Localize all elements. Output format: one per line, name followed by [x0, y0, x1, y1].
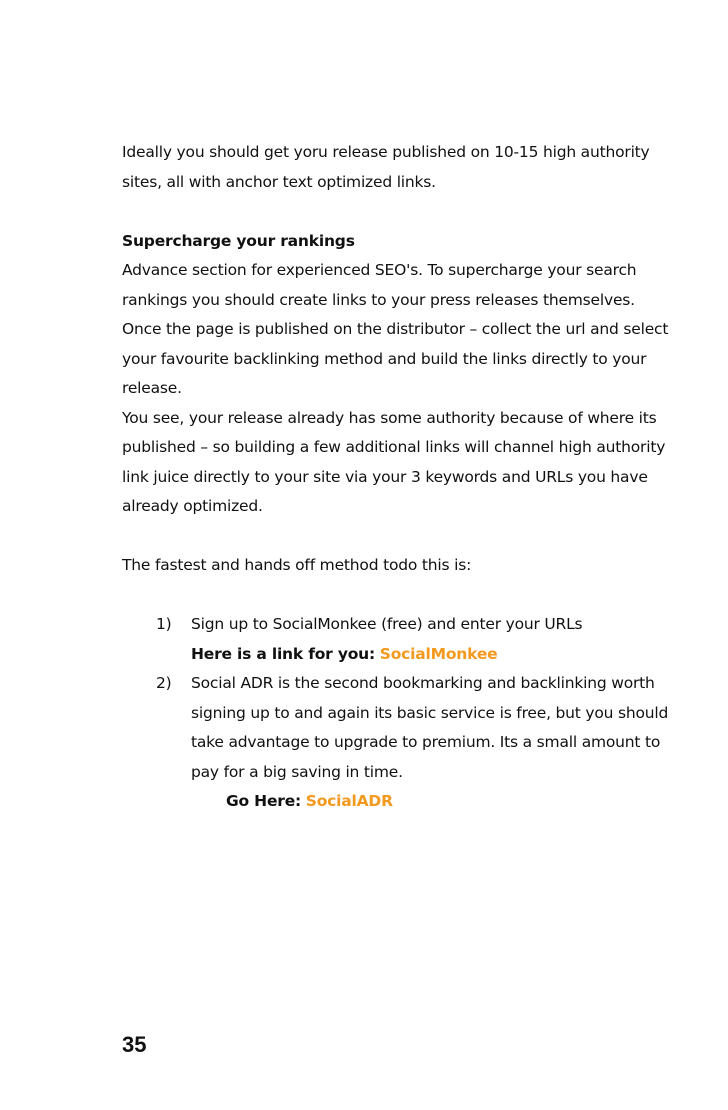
list-item: [122, 669, 670, 787]
authority-paragraph: You see, your release already has some authority because of where its published – so building a few additional links will channel high authority link juice directly to your site via your 3 keywords and URLs you have already optimized.: [122, 408, 666, 515]
paragraph-gap: [122, 581, 670, 611]
link-line: [122, 787, 670, 817]
fastest-paragraph: The fastest and hands off method todo this is:: [122, 556, 472, 574]
intro-paragraph: Ideally you should get yoru release published on 10-15 high authority sites, all with anchor text optimized links.: [122, 143, 650, 191]
section-heading: Supercharge your rankings: [122, 231, 355, 250]
step-text: Social ADR is the second bookmarking and backlinking worth signing up to and again its basic service is free, but you should take advantage to upgrade to premium. Its a small amount to pay for a big saving in time.: [191, 674, 669, 781]
socialmonkee-link[interactable]: SocialMonkee: [379, 644, 498, 663]
paragraph-gap: [122, 197, 670, 227]
collect-paragraph: Once the page is published on the distributor – collect the url and select your favourite backlinking method and build the links directly to your release.: [122, 320, 669, 397]
link-prefix: Go Here:: [226, 792, 302, 810]
paragraph-gap: [122, 522, 670, 552]
page-content: [122, 138, 670, 817]
link-line: [191, 640, 670, 670]
steps-list: [122, 610, 670, 787]
step-text: Sign up to SocialMonkee (free) and enter your URLs: [191, 615, 583, 633]
list-item: [122, 610, 670, 669]
advance-paragraph: Advance section for experienced SEO's. To supercharge your search rankings you should create links to your press releases themselves.: [122, 261, 637, 309]
page-number: 35: [122, 1032, 147, 1057]
socialadr-link[interactable]: SocialADR: [305, 792, 393, 810]
step-number: 2): [156, 674, 172, 692]
step-number: 1): [156, 615, 172, 633]
link-prefix: Here is a link for you:: [191, 644, 376, 663]
